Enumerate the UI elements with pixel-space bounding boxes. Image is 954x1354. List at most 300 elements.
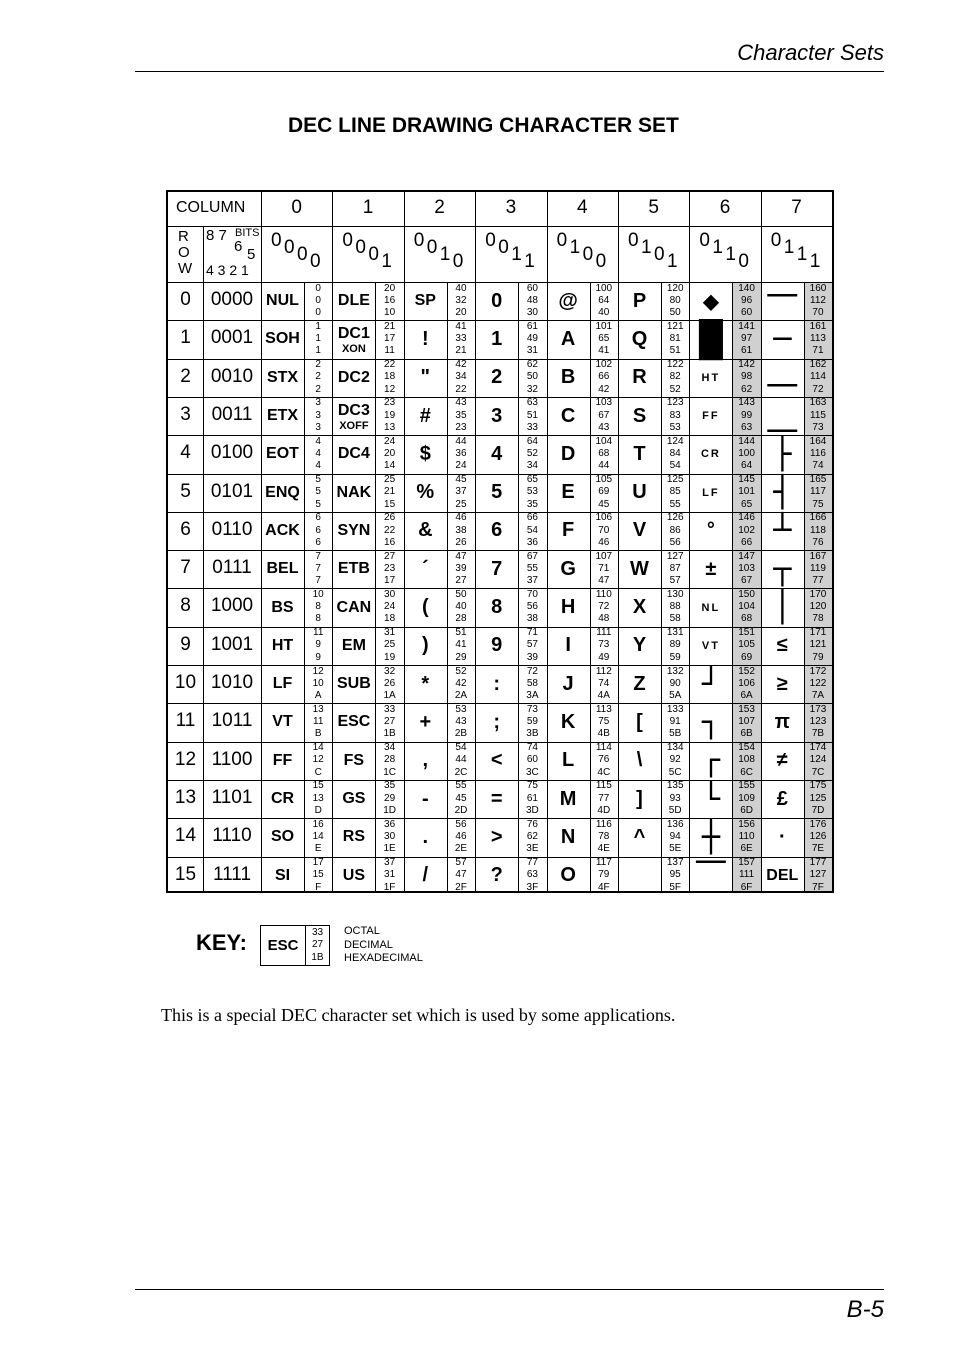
code-hex: 5F xyxy=(669,881,682,893)
code-decimal: 60 xyxy=(526,754,538,766)
page-title: DEC LINE DRAWING CHARACTER SET xyxy=(288,114,679,137)
code-hex: 31 xyxy=(526,345,538,357)
char-symbol: ⎽ xyxy=(767,398,798,434)
code-decimal: 86 xyxy=(669,524,681,536)
char-symbol: DC2 xyxy=(337,368,370,386)
row-bits: 0011 xyxy=(211,403,253,425)
code-decimal: 114 xyxy=(810,371,826,383)
code-decimal: 10 xyxy=(312,677,324,689)
code-hex: 7 xyxy=(315,575,321,587)
char-symbol: N xyxy=(560,825,576,848)
column-label: COLUMN xyxy=(176,199,246,216)
char-symbol: SYN xyxy=(337,521,371,539)
code-hex: 3E xyxy=(526,843,539,855)
code-octal: 154 xyxy=(738,742,755,754)
code-decimal: 6 xyxy=(315,524,321,536)
char-codes xyxy=(304,704,332,741)
code-decimal: 111 xyxy=(738,869,755,881)
code-decimal: 110 xyxy=(738,830,755,842)
char-symbol: K xyxy=(560,710,576,733)
char-codes xyxy=(804,551,832,588)
code-octal: 174 xyxy=(809,742,827,754)
char-codes xyxy=(661,436,689,473)
char-symbol: ┘ xyxy=(701,666,720,702)
bits-label-bottom: 4 3 2 1 xyxy=(206,262,249,278)
char-symbol: C xyxy=(560,404,576,427)
row-bits: 0111 xyxy=(212,557,252,579)
code-hex: 6C xyxy=(740,766,753,778)
code-octal: 144 xyxy=(738,435,755,447)
char-codes xyxy=(661,780,689,817)
char-codes xyxy=(375,589,403,626)
char-symbol: O xyxy=(560,864,576,887)
char-symbol: SOH xyxy=(265,330,300,348)
row-bits: 1100 xyxy=(211,748,253,770)
char-symbol: ) xyxy=(421,634,429,657)
row-bits: 0100 xyxy=(210,442,254,464)
code-decimal: 83 xyxy=(669,409,681,421)
description-text: This is a special DEC character set which is used by some applications. xyxy=(161,1005,676,1025)
code-hex: 44 xyxy=(598,460,610,472)
code-decimal: 94 xyxy=(669,830,681,842)
char-symbol: : xyxy=(493,672,501,695)
code-octal: 61 xyxy=(526,320,538,332)
code-decimal: 65 xyxy=(598,333,610,345)
code-decimal: 15 xyxy=(312,869,324,881)
code-octal: 14 xyxy=(312,742,324,754)
code-octal: 147 xyxy=(738,550,755,562)
char-codes xyxy=(590,436,618,473)
char-codes xyxy=(732,512,760,549)
code-decimal: 39 xyxy=(455,562,467,574)
code-decimal: 57 xyxy=(526,639,538,651)
column-bit: 1 xyxy=(712,237,723,258)
code-decimal: 109 xyxy=(738,792,755,804)
char-symbol: Q xyxy=(631,327,648,350)
row-bits: 0001 xyxy=(210,327,254,349)
code-octal: 41 xyxy=(455,320,467,332)
column-bit: 0 xyxy=(355,237,366,258)
code-hex: 66 xyxy=(741,536,753,548)
code-octal: 122 xyxy=(666,359,684,371)
code-hex: 4F xyxy=(597,881,610,893)
code-octal: 55 xyxy=(455,780,467,792)
code-octal: 125 xyxy=(666,474,684,485)
code-decimal: 51 xyxy=(526,409,538,421)
code-hex: D xyxy=(314,804,322,816)
char-symbol: $ xyxy=(419,442,431,465)
code-octal: 23 xyxy=(384,397,396,409)
code-decimal: 8 xyxy=(315,601,321,613)
char-symbol: + xyxy=(419,710,432,733)
code-octal: 151 xyxy=(738,627,755,639)
character-set-table xyxy=(166,190,834,893)
char-codes xyxy=(518,857,546,894)
char-codes xyxy=(304,780,332,817)
code-decimal: 46 xyxy=(455,830,467,842)
code-hex: 6 xyxy=(315,536,321,548)
code-decimal: 47 xyxy=(455,869,467,881)
char-codes xyxy=(732,589,760,626)
code-hex: 68 xyxy=(741,613,753,625)
code-octal: 163 xyxy=(809,397,827,409)
char-symbol: 4 xyxy=(491,442,503,465)
code-decimal: 21 xyxy=(384,486,396,498)
char-symbol: A xyxy=(560,327,576,350)
char-codes xyxy=(304,857,332,894)
char-symbol: ┼ xyxy=(701,819,720,855)
code-hex: 65 xyxy=(741,498,753,510)
column-bit: 1 xyxy=(524,251,535,272)
code-decimal: 3 xyxy=(315,409,321,421)
code-hex: 1A xyxy=(383,690,396,702)
code-hex: 56 xyxy=(669,536,681,548)
char-codes xyxy=(732,321,760,358)
code-hex: C xyxy=(314,766,322,778)
section-title: Character Sets xyxy=(737,40,884,65)
char-symbol: B xyxy=(560,366,576,389)
row-number: 2 xyxy=(180,365,191,387)
column-bits xyxy=(699,230,760,280)
char-symbol: 2 xyxy=(491,366,503,389)
char-codes xyxy=(661,512,689,549)
code-decimal: 22 xyxy=(384,524,396,536)
char-codes xyxy=(804,589,832,626)
char-codes xyxy=(590,742,618,779)
code-decimal: 97 xyxy=(741,333,753,345)
char-codes xyxy=(518,780,546,817)
code-decimal: 108 xyxy=(738,754,755,766)
code-decimal: 66 xyxy=(598,371,610,383)
row-bits: 1111 xyxy=(212,863,252,885)
code-octal: 126 xyxy=(666,512,684,524)
code-hex: 42 xyxy=(598,383,610,395)
column-number: 2 xyxy=(434,197,445,218)
code-octal: 64 xyxy=(526,435,538,447)
code-hex: 57 xyxy=(669,575,681,587)
code-hex: 30 xyxy=(526,307,538,319)
code-octal: 107 xyxy=(595,550,613,562)
code-hex: 4B xyxy=(597,728,610,740)
char-codes xyxy=(304,512,332,549)
char-codes xyxy=(304,627,332,664)
code-octal: 141 xyxy=(738,320,755,332)
column-bit: 1 xyxy=(439,244,451,265)
code-hex: 7B xyxy=(811,728,825,740)
code-hex: 2E xyxy=(454,843,468,855)
code-octal: 7 xyxy=(315,550,321,562)
code-decimal: 63 xyxy=(526,869,538,881)
code-octal: 15 xyxy=(312,780,324,792)
row-number: 1 xyxy=(180,327,191,349)
code-hex: 3C xyxy=(525,766,539,778)
code-octal: 34 xyxy=(384,742,396,754)
code-decimal: 122 xyxy=(809,677,827,689)
char-codes xyxy=(804,857,832,894)
char-symbol: VT xyxy=(272,713,293,731)
char-codes xyxy=(375,359,403,396)
char-symbol: 9 xyxy=(491,634,503,657)
code-decimal: 33 xyxy=(455,333,467,345)
char-codes xyxy=(590,359,618,396)
code-hex: 23 xyxy=(455,421,467,433)
char-symbol: ESC xyxy=(337,713,371,731)
row-label-letter: W xyxy=(178,260,193,277)
code-hex: 2A xyxy=(454,690,468,702)
code-decimal: 41 xyxy=(455,639,467,651)
char-codes xyxy=(661,627,689,664)
char-codes xyxy=(590,321,618,358)
code-octal: 75 xyxy=(526,780,538,792)
char-codes xyxy=(375,397,403,434)
code-decimal: 28 xyxy=(384,754,396,766)
code-hex: 51 xyxy=(669,345,681,357)
code-octal: 53 xyxy=(455,703,467,715)
char-codes xyxy=(447,666,475,703)
column-bit: 0 xyxy=(284,237,295,258)
code-hex: 3 xyxy=(315,421,321,433)
code-octal: 135 xyxy=(666,780,684,792)
column-bit: 0 xyxy=(368,244,379,265)
code-decimal: 43 xyxy=(455,716,467,728)
code-decimal: 107 xyxy=(738,716,755,728)
char-codes xyxy=(304,436,332,473)
code-hex: 5A xyxy=(669,690,682,702)
char-symbol: · xyxy=(778,825,786,848)
code-hex: 36 xyxy=(526,536,538,548)
char-codes xyxy=(590,589,618,626)
char-symbol: I xyxy=(565,634,571,657)
code-octal: 116 xyxy=(595,818,612,830)
code-octal: 2 xyxy=(315,359,321,371)
header-rule xyxy=(135,71,884,72)
char-codes xyxy=(661,321,689,358)
code-decimal: 120 xyxy=(809,601,827,613)
column-bit: 0 xyxy=(342,230,353,251)
row-number: 10 xyxy=(174,672,197,693)
code-decimal: 105 xyxy=(738,639,755,651)
char-codes xyxy=(661,359,689,396)
code-hex: 0 xyxy=(315,307,321,319)
code-decimal: 101 xyxy=(738,486,755,498)
code-hex: 54 xyxy=(669,460,681,472)
code-decimal: 126 xyxy=(809,830,827,842)
code-hex: 2B xyxy=(454,728,468,740)
code-decimal: 112 xyxy=(810,294,826,306)
code-decimal: 76 xyxy=(598,754,610,766)
char-symbol: CR xyxy=(700,448,721,461)
char-symbol: - xyxy=(421,787,429,810)
code-hex: E xyxy=(314,843,322,855)
char-codes xyxy=(590,283,618,320)
char-codes xyxy=(590,666,618,703)
code-octal: 45 xyxy=(455,474,467,485)
column-bit: 0 xyxy=(452,251,464,272)
code-octal: 105 xyxy=(595,474,613,485)
code-hex: 3A xyxy=(526,690,539,702)
char-symbol: ? xyxy=(490,864,503,887)
code-hex: 10 xyxy=(384,307,396,319)
code-decimal: 79 xyxy=(598,869,610,881)
column-bit: 1 xyxy=(667,251,678,272)
char-codes xyxy=(518,436,546,473)
char-codes xyxy=(590,627,618,664)
row-number: 3 xyxy=(180,403,191,425)
char-symbol: HT xyxy=(701,371,721,384)
code-octal: 65 xyxy=(526,474,538,485)
code-decimal: 95 xyxy=(669,869,681,881)
code-decimal: 67 xyxy=(598,409,610,421)
char-symbol: , xyxy=(422,749,429,772)
code-decimal: 102 xyxy=(738,524,755,536)
char-symbol: ┤ xyxy=(773,475,792,511)
code-hex: 17 xyxy=(384,575,396,587)
code-decimal: 69 xyxy=(598,486,610,498)
code-decimal: 17 xyxy=(384,333,396,345)
row-number: 11 xyxy=(175,710,196,732)
char-codes xyxy=(590,397,618,434)
char-symbol: ◆ xyxy=(703,290,719,313)
code-decimal: 77 xyxy=(598,792,610,804)
char-symbol: SI xyxy=(274,866,291,884)
code-octal: 16 xyxy=(312,818,324,830)
code-decimal: 103 xyxy=(738,562,755,574)
code-octal: 44 xyxy=(455,435,467,447)
code-octal: 13 xyxy=(312,703,324,715)
code-octal: 172 xyxy=(809,665,827,677)
code-octal: 43 xyxy=(455,397,467,409)
code-octal: 6 xyxy=(315,512,321,524)
code-hex: 5D xyxy=(668,804,682,816)
column-bit: 1 xyxy=(796,244,808,265)
char-symbol: > xyxy=(490,825,503,848)
code-decimal: 124 xyxy=(809,754,827,766)
column-bit: 0 xyxy=(426,237,438,258)
row-bits: 1110 xyxy=(212,825,252,847)
key-legend-text xyxy=(344,925,423,966)
char-codes xyxy=(661,283,689,320)
code-hex: 7F xyxy=(812,881,824,893)
char-codes xyxy=(304,742,332,779)
code-octal: 101 xyxy=(595,320,613,332)
char-codes xyxy=(304,819,332,856)
char-symbol: DC4 xyxy=(337,445,370,463)
char-codes xyxy=(590,780,618,817)
code-decimal: 56 xyxy=(526,601,538,613)
code-octal: 47 xyxy=(455,550,467,562)
code-octal: 51 xyxy=(455,627,467,639)
code-hex: 7C xyxy=(811,766,825,778)
code-hex: 29 xyxy=(455,651,467,663)
char-codes xyxy=(375,474,403,511)
code-hex: 75 xyxy=(812,498,824,510)
code-octal: 20 xyxy=(384,282,396,294)
code-octal: 130 xyxy=(666,588,684,600)
code-hex: 13 xyxy=(384,421,396,433)
code-hex: 41 xyxy=(598,345,610,357)
code-hex: 2D xyxy=(454,804,468,816)
code-hex: 38 xyxy=(526,613,538,625)
char-codes xyxy=(447,512,475,549)
code-decimal: 119 xyxy=(810,562,826,574)
code-octal: 127 xyxy=(666,550,684,562)
code-hex: 6B xyxy=(740,728,753,740)
code-octal: 56 xyxy=(455,818,467,830)
code-octal: 12 xyxy=(312,665,324,677)
char-codes xyxy=(732,742,760,779)
char-symbol: ´ xyxy=(421,557,429,580)
column-bits xyxy=(628,230,689,280)
code-decimal: 59 xyxy=(526,716,538,728)
char-symbol: / xyxy=(422,864,429,887)
char-symbol: X xyxy=(632,596,647,619)
char-codes xyxy=(661,819,689,856)
char-symbol: ┌ xyxy=(701,743,720,779)
code-decimal: 5 xyxy=(315,486,321,498)
code-octal: 113 xyxy=(595,703,612,715)
row-label-letter: O xyxy=(178,244,190,261)
char-symbol: ─ xyxy=(773,321,792,357)
legend-decimal: DECIMAL xyxy=(344,938,393,951)
char-codes xyxy=(447,742,475,779)
code-hex: 47 xyxy=(598,575,610,587)
code-decimal: 74 xyxy=(598,677,610,689)
char-symbol: % xyxy=(416,481,435,504)
code-octal: 71 xyxy=(526,627,538,639)
code-hex: 16 xyxy=(384,536,396,548)
code-hex: 32 xyxy=(526,383,538,395)
char-codes xyxy=(447,436,475,473)
code-hex: 8 xyxy=(315,613,321,625)
char-symbol: ; xyxy=(493,710,501,733)
char-symbol: │ xyxy=(773,590,792,626)
char-symbol: Z xyxy=(633,672,646,695)
column-bit: 1 xyxy=(725,244,736,265)
code-decimal: 62 xyxy=(526,830,538,842)
code-hex: B xyxy=(314,728,322,740)
char-codes xyxy=(518,397,546,434)
code-decimal: 26 xyxy=(384,677,396,689)
char-symbol: L xyxy=(561,749,575,772)
code-octal: 131 xyxy=(666,627,684,639)
code-octal: 102 xyxy=(595,359,613,371)
column-bit: 0 xyxy=(770,230,782,251)
char-codes xyxy=(732,780,760,817)
char-symbol: FF xyxy=(272,751,293,769)
char-codes xyxy=(804,359,832,396)
char-codes xyxy=(732,704,760,741)
char-codes xyxy=(518,742,546,779)
column-number: 1 xyxy=(362,197,374,218)
code-hex: 35 xyxy=(526,498,538,510)
code-hex: 2 xyxy=(315,383,321,395)
char-symbol: P xyxy=(632,289,647,312)
code-decimal: 96 xyxy=(741,294,753,306)
char-codes xyxy=(518,627,546,664)
char-codes xyxy=(518,551,546,588)
code-decimal: 84 xyxy=(669,447,681,459)
char-codes xyxy=(804,397,832,434)
code-hex: 73 xyxy=(812,421,824,433)
code-hex: 2F xyxy=(455,881,467,893)
code-decimal: 98 xyxy=(741,371,753,383)
char-symbol: LF xyxy=(702,486,720,499)
code-octal: 160 xyxy=(809,282,827,294)
code-decimal: 50 xyxy=(526,371,538,383)
char-codes xyxy=(447,819,475,856)
code-hex: 33 xyxy=(526,421,538,433)
code-octal: 66 xyxy=(526,512,538,524)
